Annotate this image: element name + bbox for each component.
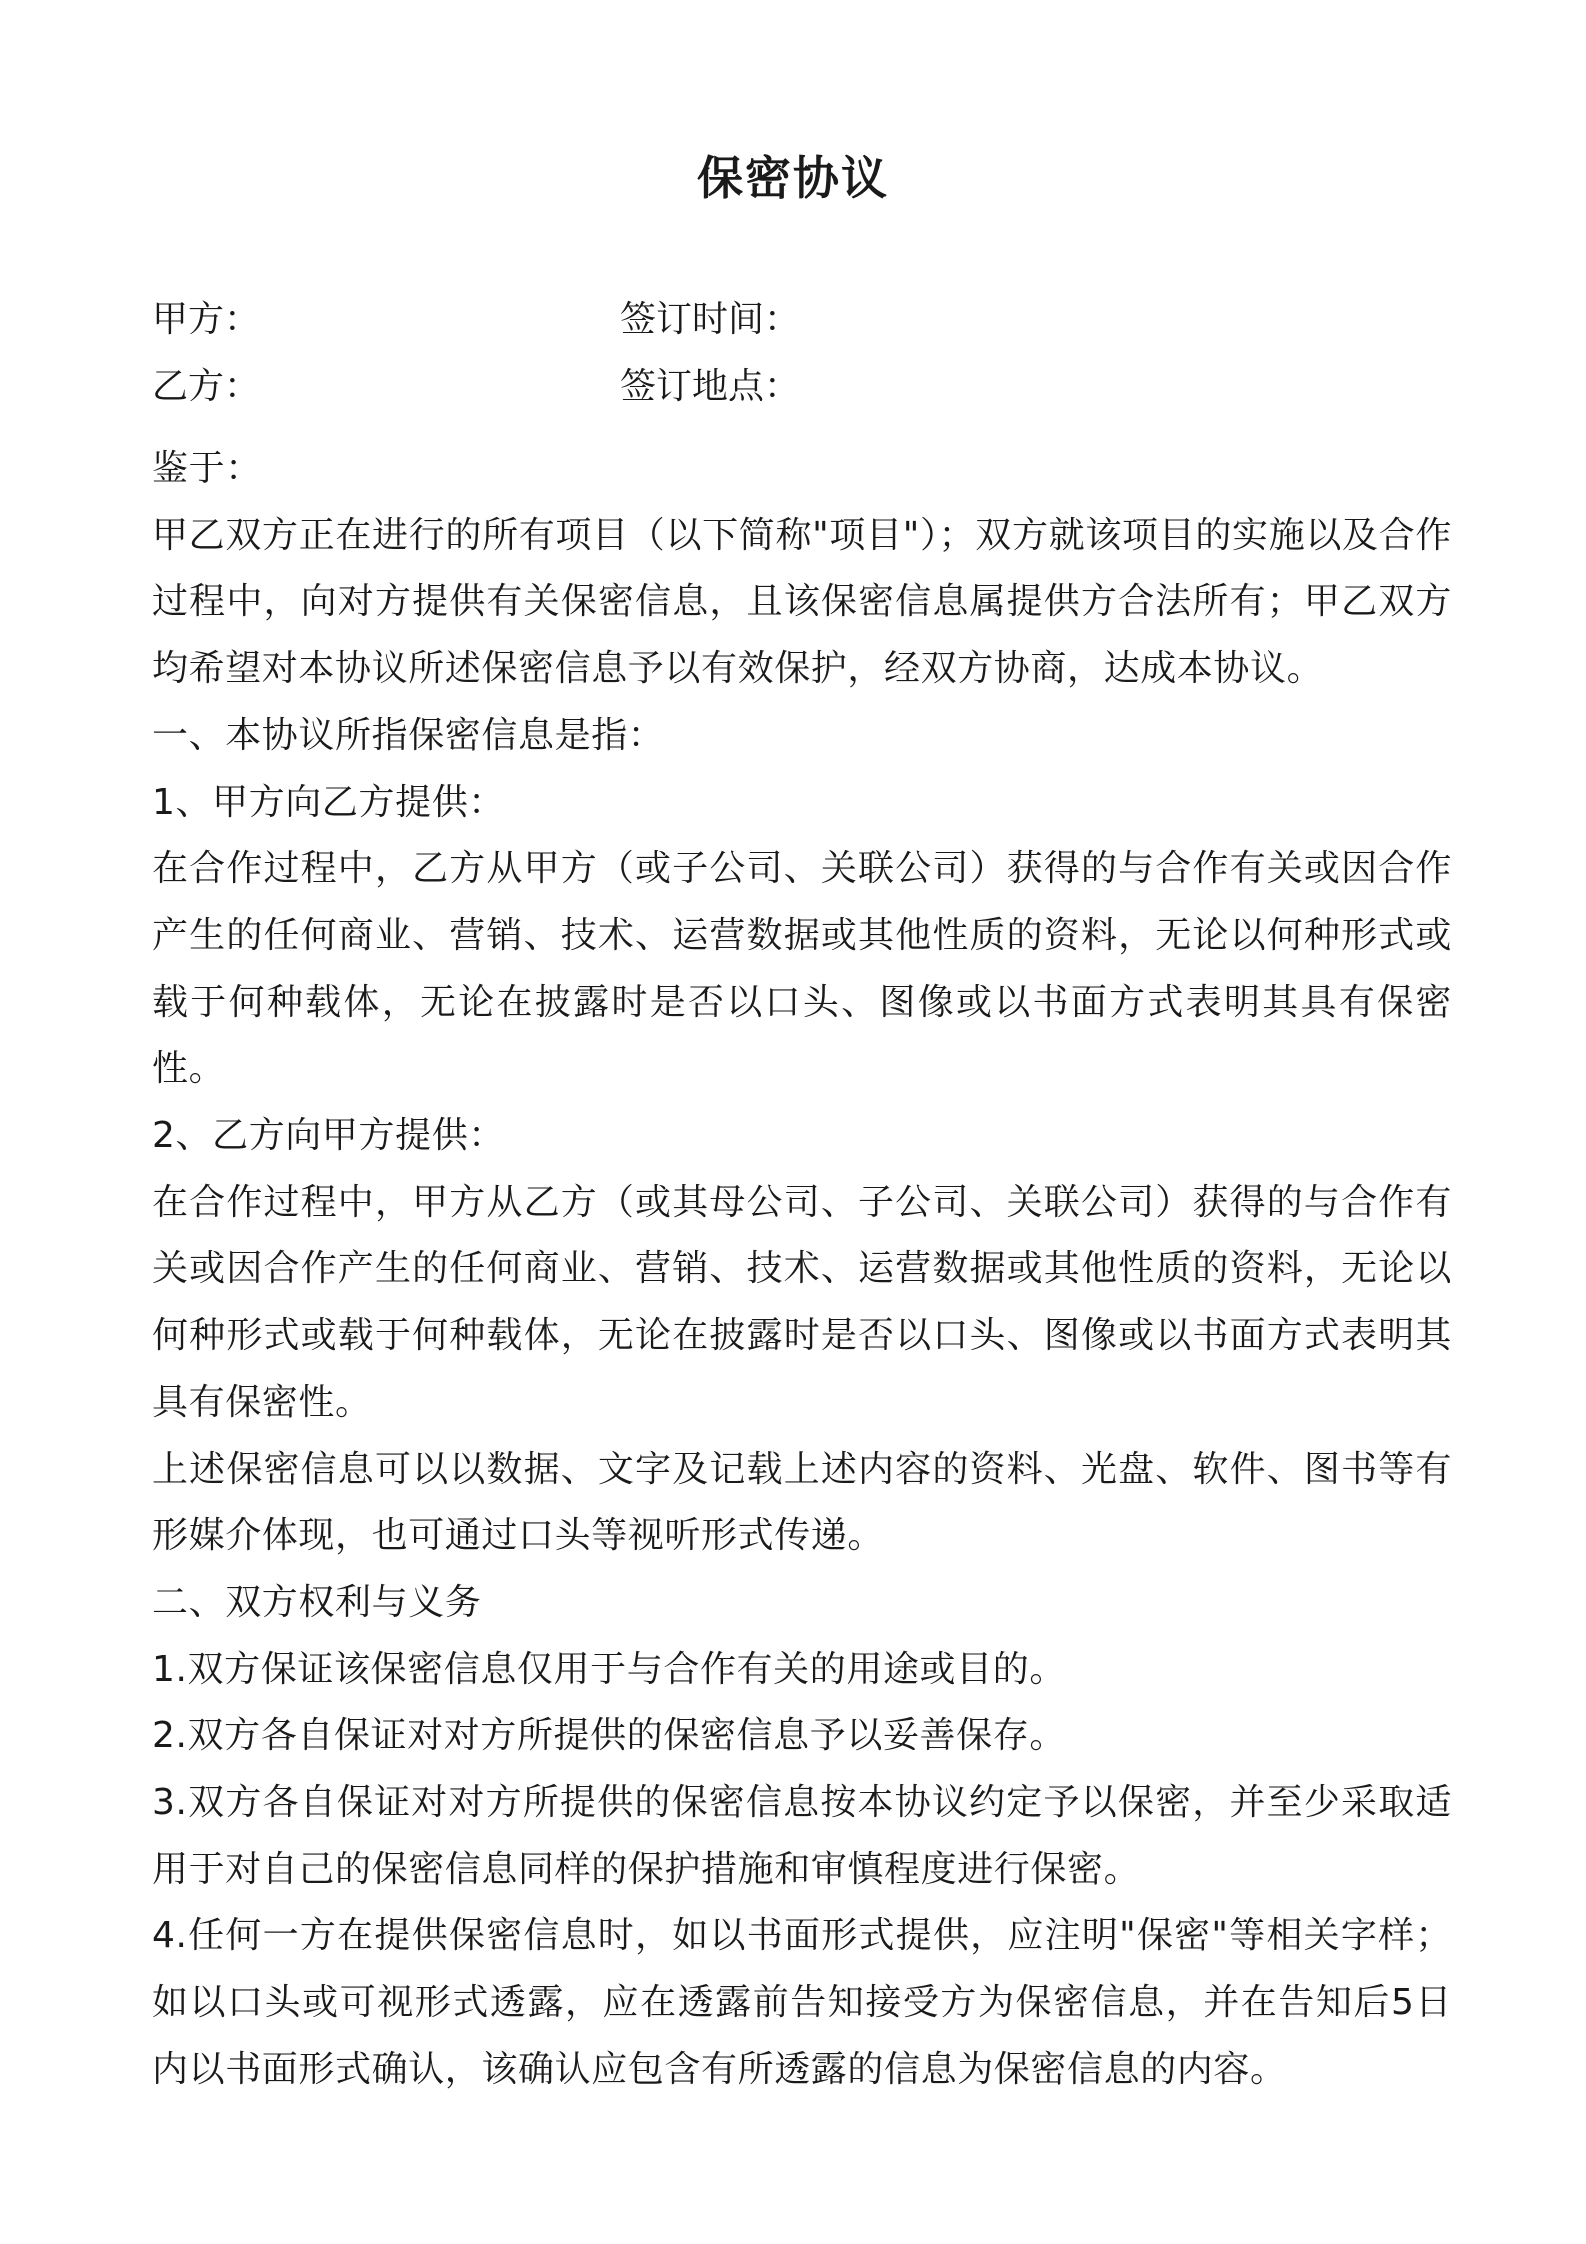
- party-a-label: 甲方：: [152, 299, 261, 340]
- paragraph: 在合作过程中，乙方从甲方（或子公司、关联公司）获得的与合作有关或因合作产生的任何商业、营销、技术、运营数据或其他性质的资料，无论以何种形式或载于何种载体，无论在披露时是否以口头、图像或以书面方式表明其具有保密性。: [152, 848, 1452, 1090]
- document-title: 保密协议: [697, 151, 889, 205]
- party-b-label: 乙方：: [152, 366, 261, 407]
- clause: 4.任何一方在提供保密信息时，如以书面形式提供，应注明"保密"等相关字样；如以口头或可视形式透露，应在透露前告知接受方为保密信息，并在告知后5日内以书面形式确认，该确认应包含有所透露的信息为保密信息的内容。: [152, 1915, 1452, 2090]
- paragraph: 在合作过程中，甲方从乙方（或其母公司、子公司、关联公司）获得的与合作有关或因合作产生的任何商业、营销、技术、运营数据或其他性质的资料，无论以何种形式或载于何种载体，无论在披露时是否以口头、图像或以书面方式表明其具有保密性。: [152, 1181, 1452, 1423]
- document-body: [152, 436, 1452, 2104]
- clause: 3.双方各自保证对对方所提供的保密信息按本协议约定予以保密，并至少采取适用于对自己的保密信息同样的保护措施和审慎程度进行保密。: [152, 1782, 1452, 1890]
- sign-place-label: 签订地点：: [620, 366, 801, 407]
- clause: 2.双方各自保证对对方所提供的保密信息予以妥善保存。: [152, 1715, 1066, 1757]
- paragraph: 甲乙双方正在进行的所有项目（以下简称"项目"）；双方就该项目的实施以及合作过程中，向对方提供有关保密信息，且该保密信息属提供方合法所有；甲乙双方均希望对本协议所述保密信息予以有效保护，经双方协商，达成本协议。: [152, 514, 1452, 690]
- subsection-heading: 1、甲方向乙方提供：: [152, 781, 505, 823]
- clause: 1.双方保证该保密信息仅用于与合作有关的用途或目的。: [152, 1648, 1066, 1690]
- section-heading: 一、本协议所指保密信息是指：: [152, 714, 665, 756]
- subsection-heading: 2、乙方向甲方提供：: [152, 1115, 505, 1157]
- paragraph: 上述保密信息可以以数据、文字及记载上述内容的资料、光盘、软件、图书等有形媒介体现，也可通过口头等视听形式传递。: [152, 1448, 1452, 1557]
- whereas-label: 鉴于：: [152, 448, 262, 489]
- section-heading: 二、双方权利与义务: [152, 1581, 482, 1623]
- sign-time-label: 签订时间：: [620, 299, 801, 340]
